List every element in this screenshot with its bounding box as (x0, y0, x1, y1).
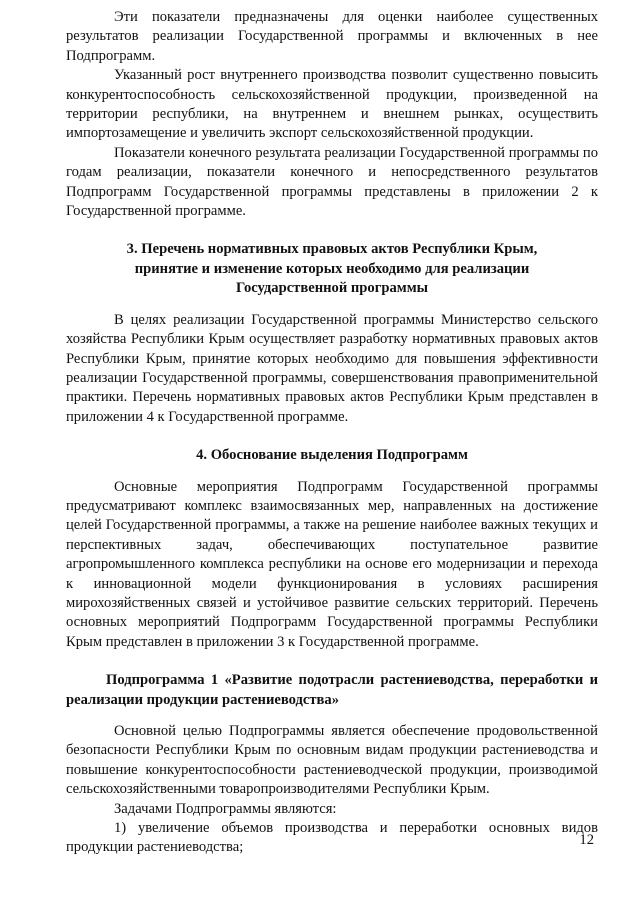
subprogram-1-heading: Подпрограмма 1 «Развитие подотрасли растениеводства, переработки и реализации продукции растениеводства» (66, 672, 598, 708)
tasks-intro: Задачами Подпрограммы являются: (114, 800, 337, 817)
paragraph: В целях реализации Государственной программы Министерство сельского хозяйства Республики Крым осуществляет разработку нормативных правовых актов Республики Крым, принятие которых необходимо для повышения эффективности реализации Государственной программы, совершенствования правоприменительной практики. Перечень нормативных правовых актов Республики Крым представлен в приложении 4 к Государственной программе. (66, 311, 598, 425)
document-page (66, 8, 598, 858)
paragraph: Эти показатели предназначены для оценки наиболее существенных результатов реализации Государственной программы и включенных в нее Подпрограмм. (66, 9, 598, 64)
spacer (66, 710, 598, 722)
spacer (66, 466, 598, 478)
heading-line: Государственной программы (235, 280, 429, 297)
paragraph: Показатели конечного результата реализации Государственной программы по годам реализации, показатели конечного и непосредственного результатов Подпрограмм Государственной программы представлены в приложении 2 к Государственной программе. (66, 144, 598, 220)
section-3-heading (66, 240, 598, 298)
paragraph: Основные мероприятия Подпрограмм Государственной программы предусматривают комплекс взаимосвязанных мер, направленных на достижение целей Государственной программы, а также на решение наиболее важных текущих и перспективных задач, обеспечивающих поступательное развитие агропромышленного комплекса республики на основе его модернизации и перехода к инновационной модели функционирования в условиях расширения мирохозяйственных связей и устойчивое развитие сельских территорий. Перечень основных мероприятий Подпрограмм Государственной программы Республики Крым представлен в приложении 3 к Государственной программе. (66, 478, 598, 650)
heading-line: 3. Перечень нормативных правовых актов Республики Крым, (126, 241, 538, 258)
spacer (66, 299, 598, 311)
task-item: 1) увеличение объемов производства и переработки основных видов продукции растениеводства; (66, 820, 598, 856)
page-number: 12 (579, 832, 594, 848)
spacer (66, 427, 598, 446)
paragraph: Основной целью Подпрограммы является обеспечение продовольственной безопасности Республики Крым по основным видам продукции растениеводства и повышение конкурентоспособности растениеводческой продукции, производимой сельскохозяйственными товаропроизводителями Республики Крым. (66, 723, 598, 798)
paragraph: Указанный рост внутреннего производства позволит существенно повысить конкурентоспособность сельскохозяйственной продукции, произведенной на территории республики, на внутреннем и внешнем рынках, осуществить импортозамещение и увеличить экспорт сельскохозяйственной продукции. (66, 67, 598, 142)
spacer (66, 221, 598, 240)
spacer (66, 652, 598, 671)
heading-line: принятие и изменение которых необходимо для реализации (134, 260, 530, 277)
section-4-heading: 4. Обоснование выделения Подпрограмм (196, 447, 468, 464)
